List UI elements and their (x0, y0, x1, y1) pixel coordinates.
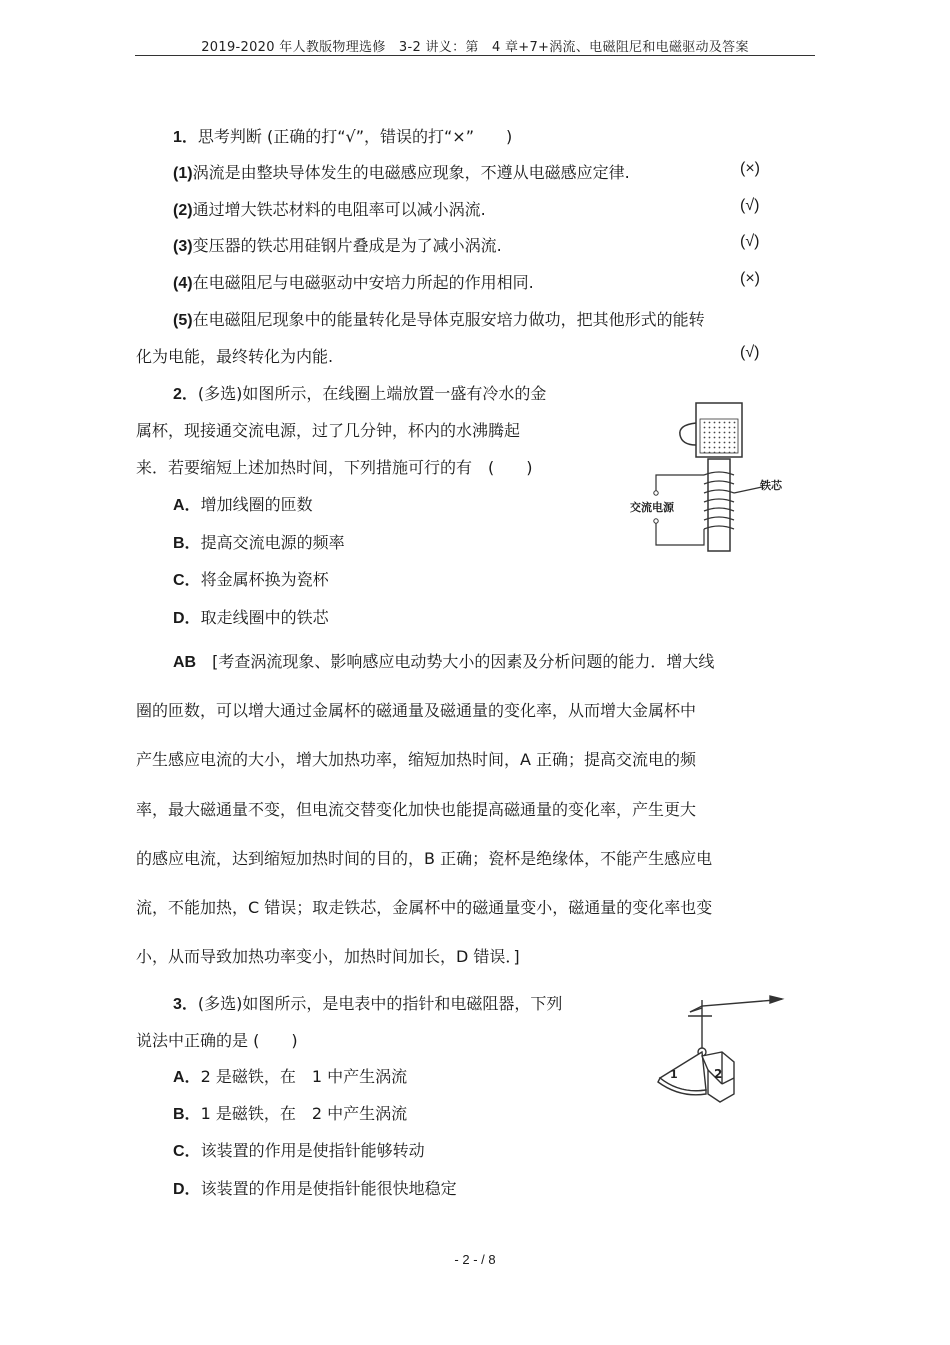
q1-item-2 (173, 197, 486, 220)
q2-stem-line-1 (173, 381, 546, 404)
q1-item-4 (173, 270, 534, 293)
q3-option-c (173, 1138, 425, 1161)
q3-stem-line-2: 说法中正确的是 ( ) (136, 1031, 298, 1050)
q1-item-5-cont: 化为电能，最终转化为内能. (136, 347, 334, 366)
q1-item-5 (173, 307, 705, 330)
q1-item-2-num: (2) (173, 202, 193, 219)
q2-option-d-letter: D． (173, 610, 201, 627)
q1-stem-text: 思考判断 (正确的打“√”，错误的打“×” ) (197, 127, 513, 146)
q2-explanation-line-2: 圈的匝数，可以增大通过金属杯的磁通量及磁通量的变化率，从而增大金属杯中 (136, 701, 697, 720)
q3-option-a (173, 1064, 407, 1087)
q1-item-5-num: (5) (173, 312, 193, 329)
q2-stem-text-1: (多选)如图所示，在线圈上端放置一盛有冷水的金 (197, 384, 547, 403)
q1-item-5-text: 在电磁阻尼现象中的能量转化是导体克服安培力做功，把其他形式的能转 (192, 310, 705, 329)
q1-item-4-mark: (×) (740, 270, 760, 287)
q2-number: 2． (173, 386, 198, 403)
q2-option-a-text: 增加线圈的匝数 (200, 495, 313, 514)
q1-stem (173, 124, 512, 147)
q2-option-c-letter: C． (173, 572, 201, 589)
q3-option-c-text: 该装置的作用是使指针能够转动 (200, 1141, 425, 1160)
q1-item-3 (173, 233, 502, 256)
q2-option-a-letter: A． (173, 497, 201, 514)
label-1: 1 (670, 1068, 678, 1081)
q1-item-3-text: 变压器的铁芯用硅钢片叠成是为了减小涡流. (192, 236, 502, 255)
q1-item-1 (173, 160, 630, 183)
q2-stem-line-2: 属杯，现接通交流电源，过了几分钟，杯内的水沸腾起 (136, 421, 521, 440)
q1-number: 1． (173, 129, 198, 146)
metal-cup (680, 403, 742, 457)
q3-option-d-letter: D． (173, 1181, 201, 1198)
iron-core-label: 铁芯 (760, 479, 782, 492)
q3-option-c-letter: C． (173, 1143, 201, 1160)
label-2: 2 (714, 1067, 723, 1081)
q2-figure-induction-heater (622, 395, 812, 555)
q1-item-5-mark: (√) (740, 344, 760, 361)
header-divider (135, 55, 815, 56)
pointer-needle (690, 999, 782, 1012)
q2-option-c-text: 将金属杯换为瓷杯 (200, 570, 329, 589)
q2-option-b (173, 530, 345, 553)
q3-option-a-text: 2 是磁铁，在 1 中产生涡流 (200, 1067, 408, 1086)
q2-stem-line-3: 来．若要缩短上述加热时间，下列措施可行的有 ( ) (136, 458, 533, 477)
q1-item-2-mark: (√) (740, 197, 760, 214)
terminal-bottom (654, 519, 658, 523)
q2-explanation-line-5: 的感应电流，达到缩短加热时间的目的，B 正确；瓷杯是绝缘体，不能产生感应电 (136, 849, 713, 868)
q3-option-a-letter: A． (173, 1069, 201, 1086)
q1-item-1-num: (1) (173, 165, 193, 182)
q2-option-d (173, 605, 329, 628)
q3-option-b-text: 1 是磁铁，在 2 中产生涡流 (200, 1104, 408, 1123)
page-number: - 2 - / 8 (454, 1252, 496, 1267)
q3-option-b-letter: B． (173, 1106, 201, 1123)
q3-option-d-text: 该装置的作用是使指针能很快地稳定 (200, 1179, 457, 1198)
q3-option-d (173, 1176, 457, 1199)
terminal-top (654, 491, 658, 495)
q2-option-b-letter: B． (173, 535, 201, 552)
q2-answer: AB (173, 654, 197, 671)
q3-stem-text-1: (多选)如图所示，是电表中的指针和电磁阻器，下列 (197, 994, 563, 1013)
q1-item-2-text: 通过增大铁芯材料的电阻率可以减小涡流. (192, 200, 486, 219)
q3-figure-meter-damper (650, 990, 790, 1110)
page-header: 2019-2020 年人教版物理选修 3-2 讲义：第 4 章+7+涡流、电磁阻尼和电磁驱动及答案 (201, 40, 749, 55)
q1-item-4-text: 在电磁阻尼与电磁驱动中安培力所起的作用相同. (192, 273, 534, 292)
q2-explanation-text-1: [考查涡流现象、影响感应电动势大小的因素及分析问题的能力．增大线 (212, 652, 715, 671)
q2-option-b-text: 提高交流电源的频率 (200, 533, 345, 552)
q2-explanation-line-7: 小，从而导致加热功率变小，加热时间加长，D 错误．] (136, 947, 520, 966)
q2-explanation-line-1 (173, 649, 714, 672)
q1-item-4-num: (4) (173, 275, 193, 292)
q1-item-1-text: 涡流是由整块导体发生的电磁感应现象，不遵从电磁感应定律. (192, 163, 630, 182)
q3-number: 3． (173, 996, 198, 1013)
q2-option-c (173, 567, 329, 590)
q2-explanation-line-3: 产生感应电流的大小，增大加热功率，缩短加热时间，A 正确；提高交流电的频 (136, 750, 697, 769)
q3-stem-line-1 (173, 991, 562, 1014)
q2-option-a (173, 492, 313, 515)
q3-option-b (173, 1101, 407, 1124)
ac-source-label: 交流电源 (630, 501, 674, 514)
q2-option-d-text: 取走线圈中的铁芯 (200, 608, 329, 627)
q1-item-3-num: (3) (173, 238, 193, 255)
q1-item-1-mark: (×) (740, 160, 760, 177)
q2-explanation-line-4: 率，最大磁通量不变，但电流交替变化加快也能提高磁通量的变化率，产生更大 (136, 800, 697, 819)
q1-item-3-mark: (√) (740, 233, 760, 250)
q2-explanation-line-6: 流，不能加热，C 错误；取走铁芯，金属杯中的磁通量变小，磁通量的变化率也变 (136, 898, 713, 917)
